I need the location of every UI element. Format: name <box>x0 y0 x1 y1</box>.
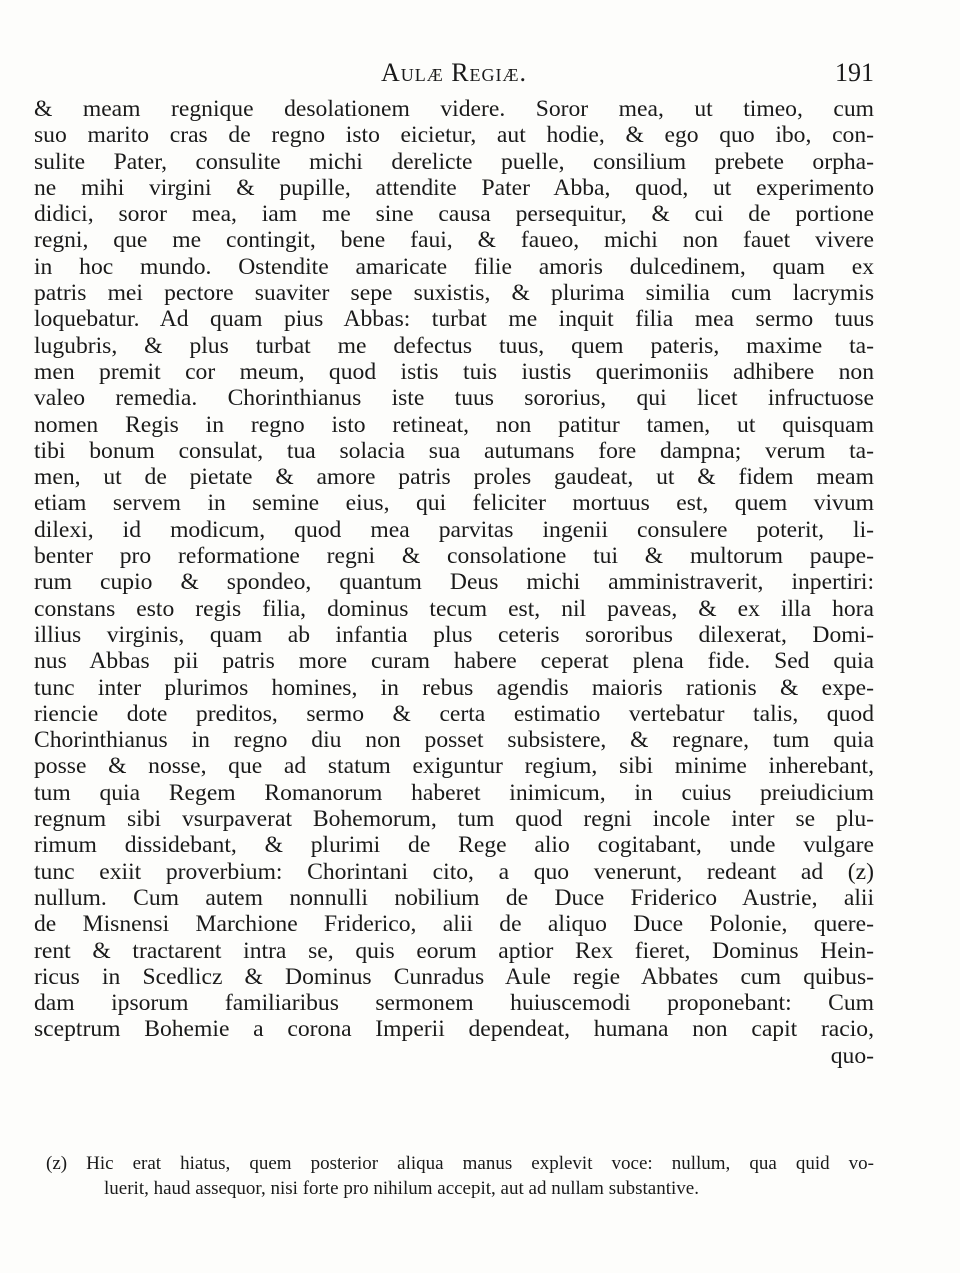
footnote <box>46 1151 874 1201</box>
running-head <box>34 58 874 92</box>
text-line: & meam regnique desolationem videre. Soror mea, ut timeo, cum <box>34 96 874 122</box>
running-title: Aulæ Regiæ. <box>380 58 528 87</box>
text-line: nus Abbas pii patris more curam habere ceperat plena fide. Sed quia <box>34 648 874 675</box>
text-line: riencie dote preditos, sermo & certa estimatio vertebatur talis, quod <box>34 700 874 727</box>
text-line: rent & tractarent intra se, quis eorum aptior Rex fieret, Dominus Hein- <box>34 937 874 964</box>
page-number: 191 <box>835 58 874 87</box>
text-line: men premit cor meum, quod istis tuis iustis querimoniis adhibere non <box>34 358 874 385</box>
text-line: didici, soror mea, iam me sine causa persequitur, & cui de portione <box>34 201 874 228</box>
text-line: Chorinthianus in regno diu non posset subsistere, & regnare, tum quia <box>34 727 874 754</box>
text-line: suo marito cras de regno isto eicietur, aut hodie, & ego quo ibo, con- <box>34 122 874 149</box>
text-line: lugubris, & plus turbat me defectus tuus, quem pateris, maxime ta- <box>34 332 874 359</box>
text-line: de Misnensi Marchione Friderico, alii de aliquo Duce Polonie, quere- <box>34 911 874 938</box>
text-line: ne mihi virgini & pupille, attendite Pater Abba, quod, ut experimento <box>34 174 874 201</box>
footnote-line: luerit, haud assequor, nisi forte pro nihilum accepit, aut ad nullam substantive. <box>104 1178 699 1199</box>
text-line: nullum. Cum autem nonnulli nobilium de Duce Friderico Austrie, alii <box>34 884 874 911</box>
text-line: tibi bonum consulat, tua solacia sua autumans fore dampna; verum ta- <box>34 437 874 464</box>
text-line: rum cupio & spondeo, quantum Deus michi amministraverit, inpertiri: <box>34 569 874 596</box>
text-line: sulite Pater, consulite michi derelicte puelle, consilium prebete orpha- <box>34 148 874 175</box>
text-line: regnum sibi vsurpaverat Bohemorum, tum quod regni incole inter se plu- <box>34 806 874 833</box>
text-line: regni, que me contingit, bene faui, & faueo, michi non fauet vivere <box>34 227 874 254</box>
text-line: constans esto regis filia, dominus tecum est, nil paveas, & ex illa hora <box>34 595 874 622</box>
text-line: valeo remedia. Chorinthianus iste tuus sororius, qui licet infructuose <box>34 385 874 412</box>
text-line: dam ipsorum familiaribus sermonem huiuscemodi proponebant: Cum <box>34 990 874 1017</box>
catchword: quo- <box>830 1042 874 1069</box>
text-line: loquebatur. Ad quam pius Abbas: turbat me inquit filia mea sermo tuus <box>34 306 874 333</box>
text-line: patris mei pectore suaviter sepe suxistis, & plurima similia cum lacrymis <box>34 280 874 307</box>
body-text <box>34 96 874 1069</box>
text-line: tunc exiit proverbium: Chorintani cito, a quo venerunt, redeant ad (z) <box>34 858 874 885</box>
text-line: benter pro reformatione regni & consolatione tui & multorum paupe- <box>34 543 874 570</box>
text-line: in hoc mundo. Ostendite amaricate filie amoris dulcedinem, quam ex <box>34 253 874 280</box>
text-line: tum quia Regem Romanorum haberet inimicum, in cuius preiudicium <box>34 779 874 806</box>
text-line: posse & nosse, que ad statum exiguntur regium, sibi minime inherebant, <box>34 753 874 780</box>
text-line: ricus in Scedlicz & Dominus Cunradus Aule regie Abbates cum quibus- <box>34 963 874 990</box>
text-line: tunc inter plurimos homines, in rebus agendis maioris rationis & expe- <box>34 674 874 701</box>
text-line: men, ut de pietate & amore patris proles gaudeat, ut & fidem meam <box>34 464 874 491</box>
footnote-line: (z) Hic erat hiatus, quem posterior aliqua manus explevit voce: nullum, qua quid vo- <box>46 1153 874 1174</box>
text-line: rimum dissidebant, & plurimi de Rege alio cogitabant, unde vulgare <box>34 832 874 859</box>
text-line: nomen Regis in regno isto retineat, non patitur tamen, ut quisquam <box>34 411 874 438</box>
text-line: illius virginis, quam ab infantia plus ceteris sororibus dilexerat, Domi- <box>34 621 874 648</box>
text-line: sceptrum Bohemie a corona Imperii dependeat, humana non capit racio, <box>34 1016 874 1043</box>
text-line: dilexi, id modicum, quod mea parvitas ingenii consulere poterit, li- <box>34 516 874 543</box>
text-line: etiam servem in semine eius, qui feliciter mortuus est, quem vivum <box>34 490 874 517</box>
